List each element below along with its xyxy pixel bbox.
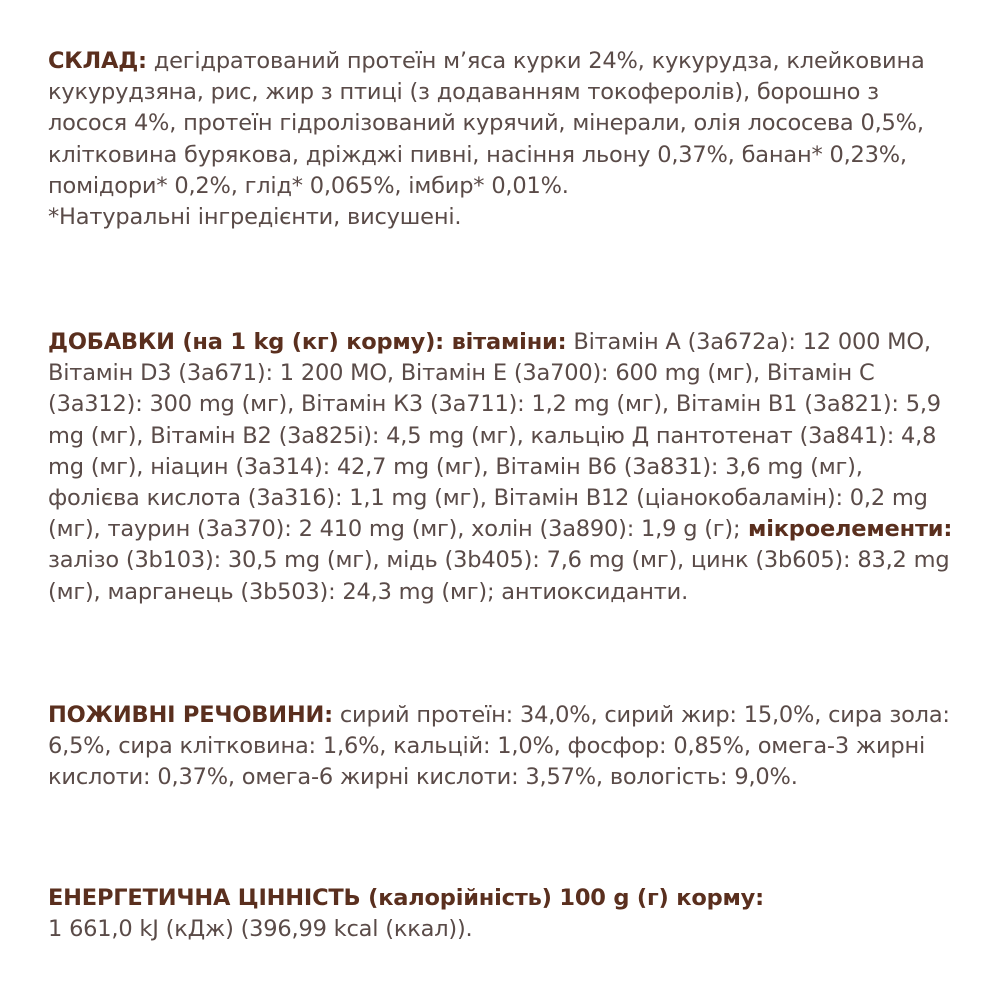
vitamins-text: Вітамін А (3а672а): 12 000 МО, Вітамін D3 (3а671): 1 200 МО, Вітамін Е (3а700): 600 mg (мг), Вітамін С (3а312): 300 mg (мг), Вітамін К3 (3а711): 1,2 mg (мг), Вітамін В1 (3а821): 5,9 mg (мг), Вітамін В2 (3а825і): 4,5 mg (мг), кальцію Д пантотенат (3а841): 4,8 mg (мг), ніацин (3а314): 42,7 mg (мг), Вітамін В6 (3а831): 3,6 mg (мг), фолієва кислота (3а316): 1,1 mg (мг), Вітамін В12 (ціанокобаламін): 0,2 mg (мг), таурин (3а370): 2 410 mg (мг), холін (3а890): 1,9 g (г); [48, 329, 941, 543]
additives-section [48, 327, 953, 608]
composition-footnote: *Натуральні інгредієнти, висушені. [48, 204, 462, 231]
additives-heading: ДОБАВКИ (на 1 kg (кг) корму): [48, 329, 444, 355]
nutrients-text: сирий протеїн: 34,0%, сирий жир: 15,0%, сира зола: 6,5%, сира клітковина: 1,6%, кальцій: 1,0%, фосфор: 0,85%, омега-3 жирні кислоти: 0,37%, омега-6 жирні кислоти: 3,57%, вологість: 9,0%. [48, 702, 950, 791]
additives-paragraph [48, 327, 953, 608]
trace-elements-label: мікроелементи: [740, 516, 953, 543]
energy-value: 1 661,0 kJ (кДж) (396,99 kcal (ккал)). [48, 916, 473, 943]
energy-section [48, 883, 953, 945]
composition-text: дегідратований протеїн м’яса курки 24%, кукурудза, клейковина кукурудзяна, рис, жир з птиці (з додаванням токоферолів), борошно з лосося 4%, протеїн гідролізований курячий, мінерали, олія лососева 0,5%, клітковина бурякова, дріжджі пивні, насіння льону 0,37%, банан* 0,23%, помідори* 0,2%, глід* 0,065%, імбир* 0,01%. [48, 48, 925, 199]
label-page [48, 44, 953, 964]
nutrients-section [48, 700, 953, 794]
vitamins-label: вітаміни: [443, 329, 567, 355]
composition-heading: СКЛАД: [48, 48, 147, 74]
composition-section [48, 46, 953, 233]
nutrients-heading: ПОЖИВНІ РЕЧОВИНИ: [48, 702, 333, 728]
composition-paragraph [48, 46, 953, 202]
energy-heading: ЕНЕРГЕТИЧНА ЦІННІСТЬ (калорійність) 100 g (г) корму: [48, 885, 764, 911]
trace-elements-text: залізо (3b103): 30,5 mg (мг), мідь (3b405): 7,6 mg (мг), цинк (3b605): 83,2 mg (мг), марганець (3b503): 24,3 mg (мг); антиоксиданти. [48, 547, 950, 605]
nutrients-paragraph [48, 700, 953, 794]
